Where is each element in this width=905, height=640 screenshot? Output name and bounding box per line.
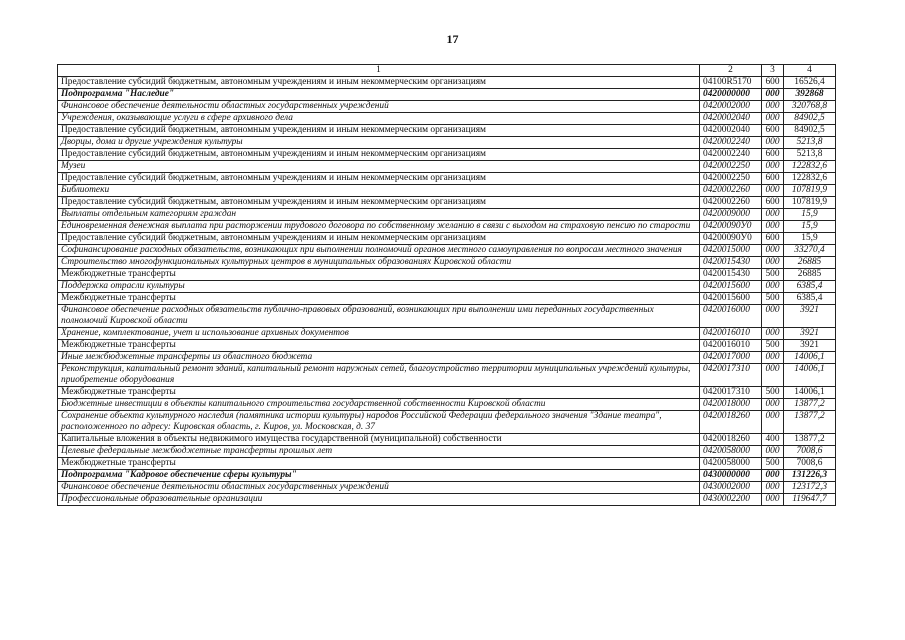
- expense-type-cell: 000: [762, 185, 784, 197]
- table-row: [58, 221, 836, 233]
- code-cell: 04200090У0: [700, 221, 762, 233]
- code-cell: 0420017310: [700, 364, 762, 387]
- expense-type-cell: 000: [762, 137, 784, 149]
- expense-type-cell: 000: [762, 482, 784, 494]
- table-row: [58, 434, 836, 446]
- sum-cell: 14006,1: [784, 352, 836, 364]
- sum-cell: 16526,4: [784, 77, 836, 89]
- sum-cell: 123172,3: [784, 482, 836, 494]
- name-cell: Целевые федеральные межбюджетные трансферты прошлых лет: [58, 446, 700, 458]
- code-cell: 0420002260: [700, 197, 762, 209]
- table-row: [58, 197, 836, 209]
- sum-cell: 15,9: [784, 209, 836, 221]
- code-cell: 0420002000: [700, 101, 762, 113]
- expense-type-cell: 000: [762, 470, 784, 482]
- sum-cell: 7008,6: [784, 458, 836, 470]
- sum-cell: 3921: [784, 328, 836, 340]
- header-vr: 3: [762, 65, 784, 77]
- code-cell: 0420002260: [700, 185, 762, 197]
- expense-type-cell: 000: [762, 209, 784, 221]
- expense-type-cell: 600: [762, 125, 784, 137]
- sum-cell: 13877,2: [784, 399, 836, 411]
- expense-type-cell: 500: [762, 293, 784, 305]
- expense-type-cell: 500: [762, 269, 784, 281]
- name-cell: Музеи: [58, 161, 700, 173]
- sum-cell: 6385,4: [784, 293, 836, 305]
- table-row: [58, 233, 836, 245]
- name-cell: Межбюджетные трансферты: [58, 458, 700, 470]
- expense-type-cell: 600: [762, 149, 784, 161]
- header-name: 1: [58, 65, 700, 77]
- table-row: [58, 411, 836, 434]
- sum-cell: 5213,8: [784, 137, 836, 149]
- expense-type-cell: 000: [762, 89, 784, 101]
- name-cell: Финансовое обеспечение деятельности областных государственных учреждений: [58, 482, 700, 494]
- name-cell: Финансовое обеспечение расходных обязательств публично-правовых образований, возникающих при выполнении ими переданных государственных полномочий Кировской области: [58, 305, 700, 328]
- sum-cell: 131226,3: [784, 470, 836, 482]
- sum-cell: 6385,4: [784, 281, 836, 293]
- sum-cell: 84902,5: [784, 113, 836, 125]
- sum-cell: 122832,6: [784, 173, 836, 185]
- code-cell: 0420017000: [700, 352, 762, 364]
- table-row: [58, 470, 836, 482]
- name-cell: Выплаты отдельным категориям граждан: [58, 209, 700, 221]
- sum-cell: 107819,9: [784, 185, 836, 197]
- table-row: [58, 387, 836, 399]
- code-cell: 0430002200: [700, 494, 762, 506]
- name-cell: Предоставление субсидий бюджетным, автономным учреждениям и иным некоммерческим организациям: [58, 233, 700, 245]
- code-cell: 0420016010: [700, 340, 762, 352]
- name-cell: Предоставление субсидий бюджетным, автономным учреждениям и иным некоммерческим организациям: [58, 77, 700, 89]
- sum-cell: 392868: [784, 89, 836, 101]
- sum-cell: 14006,1: [784, 364, 836, 387]
- name-cell: Единовременная денежная выплата при расторжении трудового договора по собственному желанию в связи с выходом на страховую пенсию по старости: [58, 221, 700, 233]
- sum-cell: 7008,6: [784, 446, 836, 458]
- name-cell: Хранение, комплектование, учет и использование архивных документов: [58, 328, 700, 340]
- name-cell: Подпрограмма "Кадровое обеспечение сферы культуры": [58, 470, 700, 482]
- expense-type-cell: 000: [762, 245, 784, 257]
- code-cell: 0420002240: [700, 149, 762, 161]
- sum-cell: 320768,8: [784, 101, 836, 113]
- expense-type-cell: 000: [762, 411, 784, 434]
- code-cell: 0420018260: [700, 434, 762, 446]
- code-cell: 0430000000: [700, 470, 762, 482]
- expense-type-cell: 000: [762, 257, 784, 269]
- name-cell: Межбюджетные трансферты: [58, 340, 700, 352]
- table-row: [58, 446, 836, 458]
- code-cell: 0420015430: [700, 257, 762, 269]
- sum-cell: 13877,2: [784, 411, 836, 434]
- expense-type-cell: 000: [762, 101, 784, 113]
- name-cell: Предоставление субсидий бюджетным, автономным учреждениям и иным некоммерческим организациям: [58, 197, 700, 209]
- code-cell: 0420009000: [700, 209, 762, 221]
- sum-cell: 3921: [784, 340, 836, 352]
- table-row: [58, 281, 836, 293]
- code-cell: 0420058000: [700, 458, 762, 470]
- expense-type-cell: 000: [762, 161, 784, 173]
- expense-type-cell: 000: [762, 364, 784, 387]
- expense-type-cell: 600: [762, 77, 784, 89]
- expense-type-cell: 000: [762, 281, 784, 293]
- expense-type-cell: 000: [762, 352, 784, 364]
- table-row: [58, 77, 836, 89]
- code-cell: 0420017310: [700, 387, 762, 399]
- table-row: [58, 101, 836, 113]
- expense-type-cell: 000: [762, 399, 784, 411]
- sum-cell: 15,9: [784, 233, 836, 245]
- code-cell: 0420016000: [700, 305, 762, 328]
- table-row: [58, 137, 836, 149]
- name-cell: Капитальные вложения в объекты недвижимого имущества государственной (муниципальной) собственности: [58, 434, 700, 446]
- code-cell: 0420000000: [700, 89, 762, 101]
- table-row: [58, 458, 836, 470]
- expense-type-cell: 500: [762, 458, 784, 470]
- code-cell: 0420002040: [700, 113, 762, 125]
- expense-type-cell: 500: [762, 387, 784, 399]
- code-cell: 0420016010: [700, 328, 762, 340]
- sum-cell: 15,9: [784, 221, 836, 233]
- name-cell: Бюджетные инвестиции в объекты капитального строительства государственной собственности Кировской области: [58, 399, 700, 411]
- name-cell: Библиотеки: [58, 185, 700, 197]
- table-row: [58, 161, 836, 173]
- code-cell: 0420015600: [700, 281, 762, 293]
- name-cell: Сохранение объекта культурного наследия (памятника истории культуры) народов Российской Федерации федерального значения "Здание театра", расположенного по адресу: Кировская область, г. Киров, ул. Московская, д. 37: [58, 411, 700, 434]
- name-cell: Предоставление субсидий бюджетным, автономным учреждениям и иным некоммерческим организациям: [58, 125, 700, 137]
- code-cell: 0420002040: [700, 125, 762, 137]
- expense-type-cell: 000: [762, 328, 784, 340]
- page-number: 17: [446, 32, 459, 46]
- table-header: [58, 65, 836, 77]
- sum-cell: 26885: [784, 269, 836, 281]
- name-cell: Предоставление субсидий бюджетным, автономным учреждениям и иным некоммерческим организациям: [58, 173, 700, 185]
- expense-type-cell: 000: [762, 221, 784, 233]
- name-cell: Подпрограмма "Наследие": [58, 89, 700, 101]
- code-cell: 0420002250: [700, 173, 762, 185]
- table-row: [58, 185, 836, 197]
- expense-type-cell: 000: [762, 494, 784, 506]
- table-row: [58, 149, 836, 161]
- name-cell: Учреждения, оказывающие услуги в сфере архивного дела: [58, 113, 700, 125]
- table-row: [58, 352, 836, 364]
- name-cell: Софинансирование расходных обязательств, возникающих при выполнении полномочий органов местного самоуправления по вопросам местного значения: [58, 245, 700, 257]
- code-cell: 0420058000: [700, 446, 762, 458]
- expense-type-cell: 600: [762, 197, 784, 209]
- table-row: [58, 399, 836, 411]
- table-row: [58, 269, 836, 281]
- table-row: [58, 293, 836, 305]
- code-cell: 0420015430: [700, 269, 762, 281]
- sum-cell: 5213,8: [784, 149, 836, 161]
- code-cell: 0420002250: [700, 161, 762, 173]
- name-cell: Иные межбюджетные трансферты из областного бюджета: [58, 352, 700, 364]
- table-row: [58, 245, 836, 257]
- code-cell: 0420015600: [700, 293, 762, 305]
- expense-type-cell: 000: [762, 446, 784, 458]
- code-cell: 0420002240: [700, 137, 762, 149]
- name-cell: Профессиональные образовательные организации: [58, 494, 700, 506]
- table-body: [58, 77, 836, 506]
- table-row: [58, 125, 836, 137]
- header-sum: 4: [784, 65, 836, 77]
- code-cell: 04200090У0: [700, 233, 762, 245]
- expense-type-cell: 500: [762, 340, 784, 352]
- name-cell: Финансовое обеспечение деятельности областных государственных учреждений: [58, 101, 700, 113]
- expense-type-cell: 400: [762, 434, 784, 446]
- sum-cell: 122832,6: [784, 161, 836, 173]
- sum-cell: 14006,1: [784, 387, 836, 399]
- code-cell: 0430002000: [700, 482, 762, 494]
- table-row: [58, 113, 836, 125]
- sum-cell: 107819,9: [784, 197, 836, 209]
- code-cell: 04100R5170: [700, 77, 762, 89]
- code-cell: 0420018260: [700, 411, 762, 434]
- name-cell: Межбюджетные трансферты: [58, 387, 700, 399]
- table-row: [58, 305, 836, 328]
- name-cell: Реконструкция, капитальный ремонт зданий, капитальный ремонт наружных сетей, благоустройство территории муниципальных учреждений культуры, приобретение оборудования: [58, 364, 700, 387]
- table-row: [58, 257, 836, 269]
- table-row: [58, 328, 836, 340]
- name-cell: Поддержка отрасли культуры: [58, 281, 700, 293]
- sum-cell: 26885: [784, 257, 836, 269]
- table-row: [58, 173, 836, 185]
- table-row: [58, 89, 836, 101]
- sum-cell: 119647,7: [784, 494, 836, 506]
- expense-type-cell: 600: [762, 233, 784, 245]
- header-row: [58, 65, 836, 77]
- name-cell: Строительство многофункциональных культурных центров в муниципальных образованиях Кировской области: [58, 257, 700, 269]
- expense-type-cell: 000: [762, 113, 784, 125]
- expense-type-cell: 000: [762, 305, 784, 328]
- name-cell: Межбюджетные трансферты: [58, 293, 700, 305]
- expense-type-cell: 600: [762, 173, 784, 185]
- name-cell: Предоставление субсидий бюджетным, автономным учреждениям и иным некоммерческим организациям: [58, 149, 700, 161]
- sum-cell: 13877,2: [784, 434, 836, 446]
- table-row: [58, 494, 836, 506]
- sum-cell: 33270,4: [784, 245, 836, 257]
- header-code: 2: [700, 65, 762, 77]
- table-row: [58, 364, 836, 387]
- budget-table: [57, 64, 836, 506]
- table-row: [58, 482, 836, 494]
- sum-cell: 3921: [784, 305, 836, 328]
- sum-cell: 84902,5: [784, 125, 836, 137]
- table-row: [58, 340, 836, 352]
- code-cell: 0420015000: [700, 245, 762, 257]
- name-cell: Межбюджетные трансферты: [58, 269, 700, 281]
- table-row: [58, 209, 836, 221]
- code-cell: 0420018000: [700, 399, 762, 411]
- name-cell: Дворцы, дома и другие учреждения культуры: [58, 137, 700, 149]
